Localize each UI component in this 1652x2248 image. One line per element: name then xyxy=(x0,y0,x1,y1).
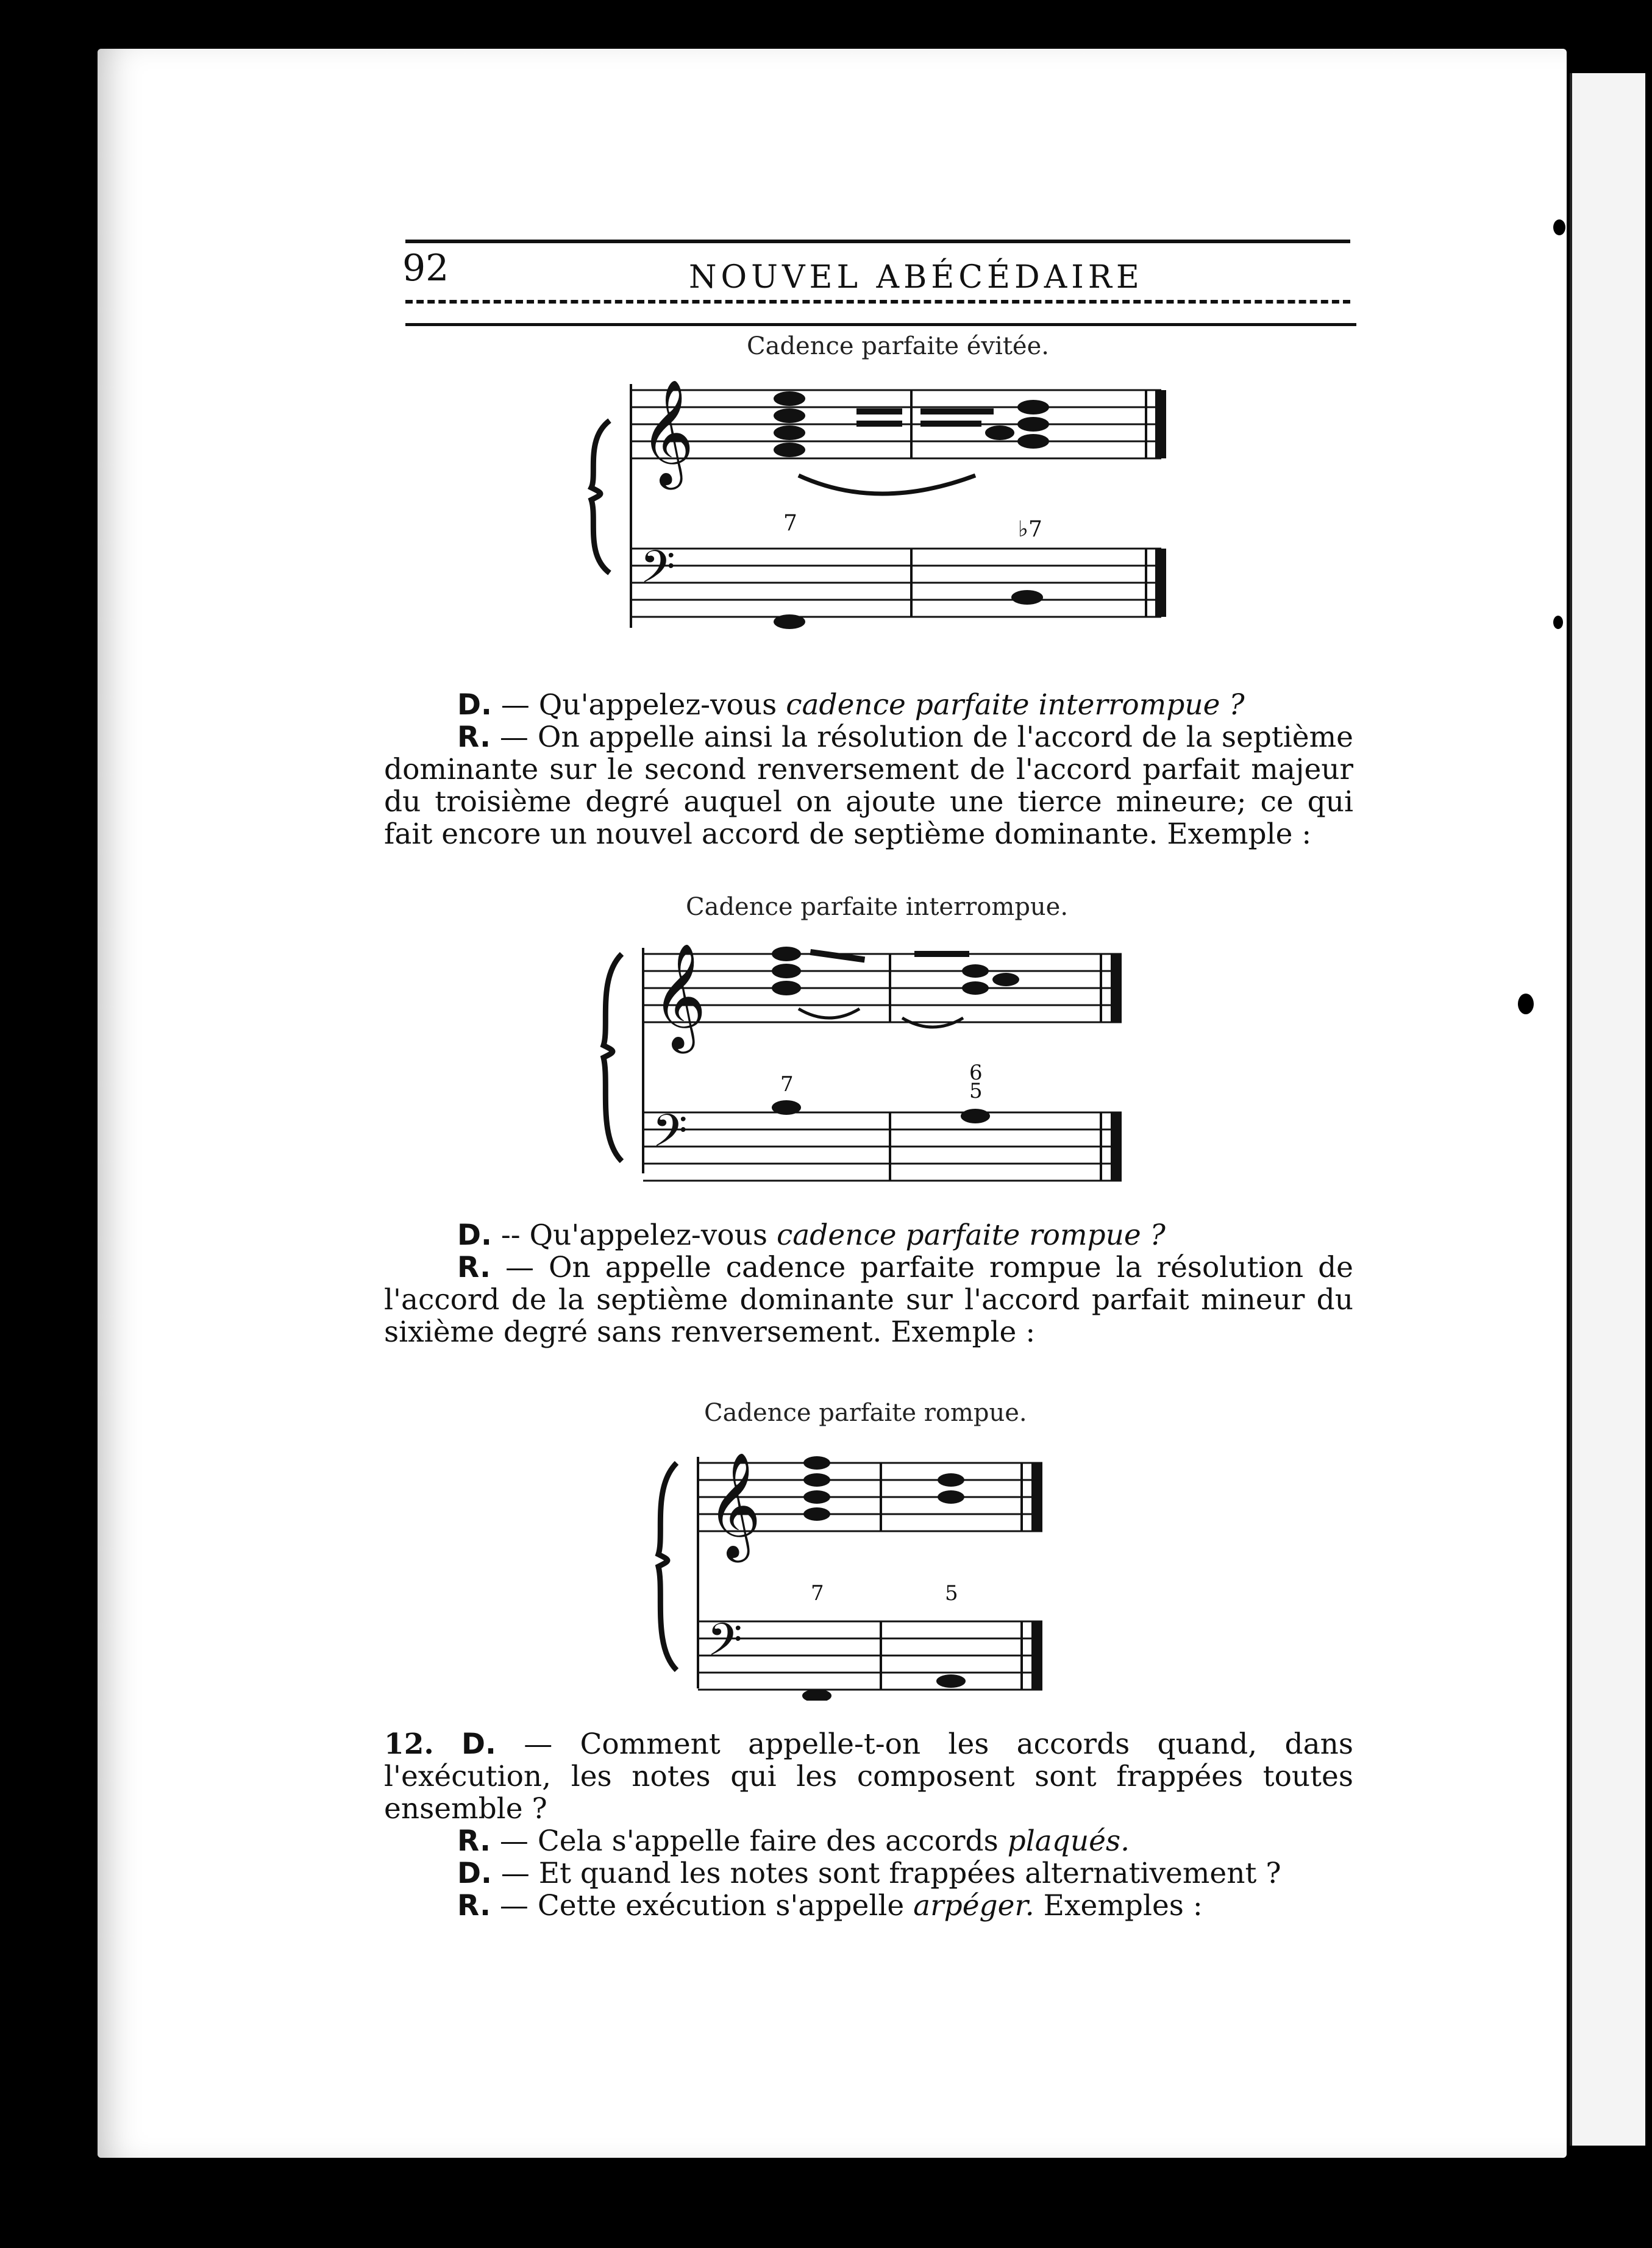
treble-clef: 𝄞 xyxy=(707,1452,761,1558)
question-text: — Qu'appelez-vous xyxy=(500,688,777,722)
adjacent-page-edge xyxy=(1570,73,1645,2146)
bass-clef: 𝄢 xyxy=(640,541,675,605)
tie xyxy=(799,475,975,494)
answer-text: — Cela s'appelle faire des accords xyxy=(499,1824,999,1858)
figure-6: 6 xyxy=(969,1061,983,1085)
bass-note xyxy=(1011,590,1043,605)
bass-note xyxy=(774,614,805,629)
figure-7: 7 xyxy=(783,511,797,536)
repeat-bars xyxy=(856,408,994,427)
answer-tail: Exemples : xyxy=(1043,1889,1203,1923)
qa-rompue xyxy=(384,1219,1353,1348)
question-text: — Comment appelle-t-on les accords quand, dans l'exécution, les notes qui les composent sont frappées toutes ensemble ? xyxy=(384,1727,1353,1826)
question-label: D. xyxy=(457,1857,492,1890)
answer-text: — On appelle ainsi la résolution de l'accord de la septième dominante sur le second renversement de l'accord parfait majeur du troisième degré auquel on ajoute une tierce mineure; ce qui fait encore un nouvel accord de septième dominante. Exemple : xyxy=(384,720,1353,851)
answer-label: R. xyxy=(457,1889,491,1923)
bass-clef: 𝄢 xyxy=(707,1613,742,1677)
treble-clef: 𝄞 xyxy=(652,943,707,1049)
margin-ink-spot xyxy=(1553,219,1565,235)
question-term: cadence parfaite interrompue ? xyxy=(786,688,1245,722)
figure-5: 5 xyxy=(945,1581,958,1606)
bass-staff xyxy=(631,549,1161,617)
figure-7: 7 xyxy=(811,1581,824,1606)
question-text: -- Qu'appelez-vous xyxy=(500,1218,767,1252)
question-label: D. xyxy=(457,688,492,722)
treble-clef: 𝄞 xyxy=(640,379,694,485)
question-label: D. xyxy=(457,1218,492,1252)
qa-interrompue xyxy=(384,689,1353,850)
answer-text: — Cette exécution s'appelle xyxy=(499,1889,905,1923)
figure-flat7: ♭7 xyxy=(1018,517,1042,542)
answer-text: — On appelle cadence parfaite rompue la résolution de l'accord de la septième dominante sur l'accord parfait mineur du sixième degré sans renversement. Exemple : xyxy=(384,1251,1353,1349)
question-term: cadence parfaite rompue ? xyxy=(776,1218,1166,1252)
figure-7: 7 xyxy=(780,1072,794,1097)
header-rule-lower xyxy=(405,323,1356,326)
music-example-rompue xyxy=(640,1445,1067,1701)
answer-term: plaqués. xyxy=(1007,1824,1130,1858)
figure-5: 5 xyxy=(969,1079,983,1103)
page-number: 92 xyxy=(402,247,449,290)
margin-ink-spot xyxy=(1518,994,1534,1014)
example-caption: Cadence parfaite rompue. xyxy=(704,1399,1027,1427)
music-example-interrompue xyxy=(585,936,1134,1192)
margin-ink-spot xyxy=(1553,616,1563,629)
question-number: 12. xyxy=(384,1727,434,1761)
example-caption: Cadence parfaite interrompue. xyxy=(686,893,1069,921)
header-rule-top xyxy=(405,240,1350,243)
qa-accords xyxy=(384,1728,1353,1922)
brace xyxy=(591,421,610,573)
running-title: NOUVEL ABÉCÉDAIRE xyxy=(689,259,1144,296)
answer-label: R. xyxy=(457,720,491,754)
question-text: — Et quand les notes sont frappées alternativement ? xyxy=(500,1857,1281,1890)
brace xyxy=(658,1463,677,1670)
answer-label: R. xyxy=(457,1251,491,1284)
answer-label: R. xyxy=(457,1824,491,1858)
bass-clef: 𝄢 xyxy=(652,1104,688,1168)
brace xyxy=(603,954,622,1161)
music-example-evitee xyxy=(573,372,1195,646)
question-label: D. xyxy=(461,1727,496,1761)
example-caption: Cadence parfaite évitée. xyxy=(747,332,1049,360)
answer-term: arpéger. xyxy=(913,1889,1034,1923)
header-rule-bottom xyxy=(405,300,1350,304)
